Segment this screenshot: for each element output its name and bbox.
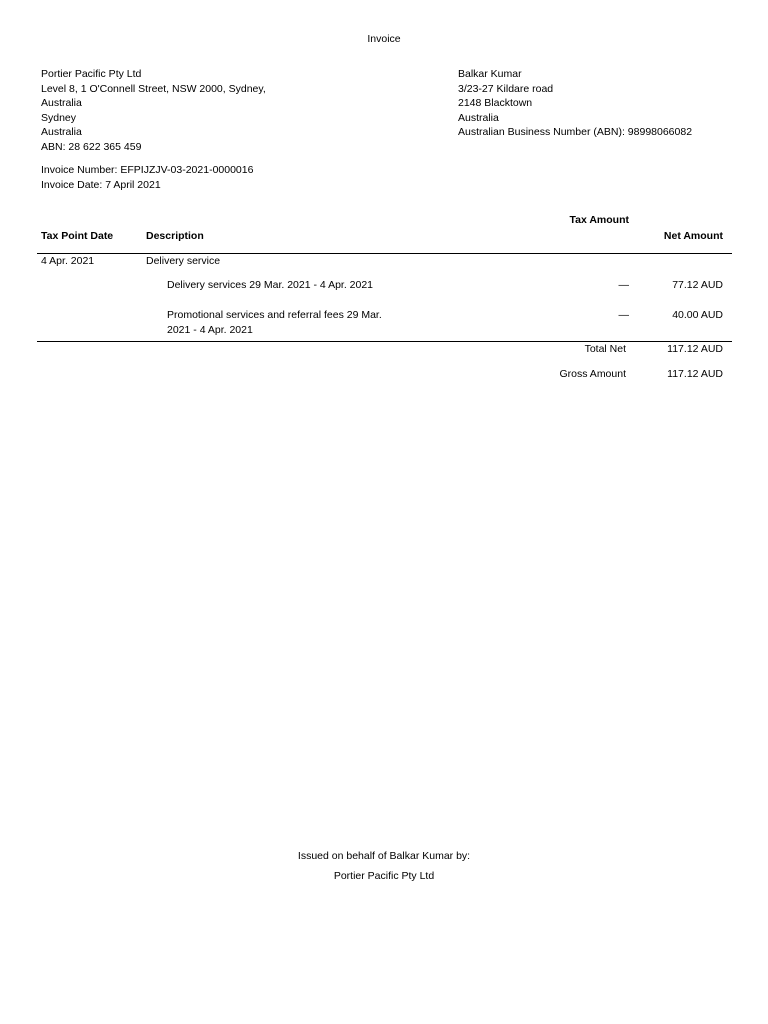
line-item-net: 40.00 AUD xyxy=(672,309,723,321)
buyer-country: Australia xyxy=(458,111,499,124)
line-item-tax: — xyxy=(618,279,629,291)
buyer-street: 3/23-27 Kildare road xyxy=(458,82,554,95)
invoice-date: Invoice Date: 7 April 2021 xyxy=(41,178,161,191)
total-net-label: Total Net xyxy=(584,343,626,355)
buyer-address-block xyxy=(458,67,758,140)
invoice-number: Invoice Number: EFPIJZJV-03-2021-0000016 xyxy=(41,164,254,176)
header-tax-point-date: Tax Point Date xyxy=(41,230,114,242)
total-net-value: 117.12 AUD xyxy=(667,343,723,355)
gross-amount-value: 117.12 AUD xyxy=(667,368,723,380)
line-item-description: Promotional services and referral fees 29 Mar. 2021 - 4 Apr. 2021 xyxy=(167,309,382,336)
buyer-postcode-city: 2148 Blacktown xyxy=(458,97,533,109)
footer-issued-on-behalf: Issued on behalf of Balkar Kumar by: xyxy=(297,850,471,862)
table-header-divider xyxy=(37,253,732,254)
header-net-amount: Net Amount xyxy=(663,230,723,242)
seller-address: Level 8, 1 O'Connell Street, NSW 2000, Sydney, Australia xyxy=(41,82,266,109)
buyer-name: Balkar Kumar xyxy=(458,68,522,80)
seller-abn: ABN: 28 622 365 459 xyxy=(41,140,142,153)
invoice-meta xyxy=(41,163,253,192)
group-description: Delivery service xyxy=(146,255,221,267)
seller-name: Portier Pacific Pty Ltd xyxy=(41,68,142,80)
group-date: 4 Apr. 2021 xyxy=(41,255,95,267)
gross-amount-label: Gross Amount xyxy=(559,368,626,380)
header-tax-amount: Tax Amount xyxy=(569,214,629,226)
buyer-abn: Australian Business Number (ABN): 98998066082 xyxy=(458,126,693,138)
seller-address-block xyxy=(41,67,301,154)
footer-issuer: Portier Pacific Pty Ltd xyxy=(333,870,435,882)
seller-city: Sydney xyxy=(41,111,77,124)
line-item-description: Delivery services 29 Mar. 2021 - 4 Apr. 2021 xyxy=(167,279,374,291)
line-item-net: 77.12 AUD xyxy=(672,279,723,291)
document-title: Invoice xyxy=(367,33,401,45)
line-item-tax: — xyxy=(618,309,629,321)
seller-country: Australia xyxy=(41,126,82,138)
header-description: Description xyxy=(146,230,204,242)
